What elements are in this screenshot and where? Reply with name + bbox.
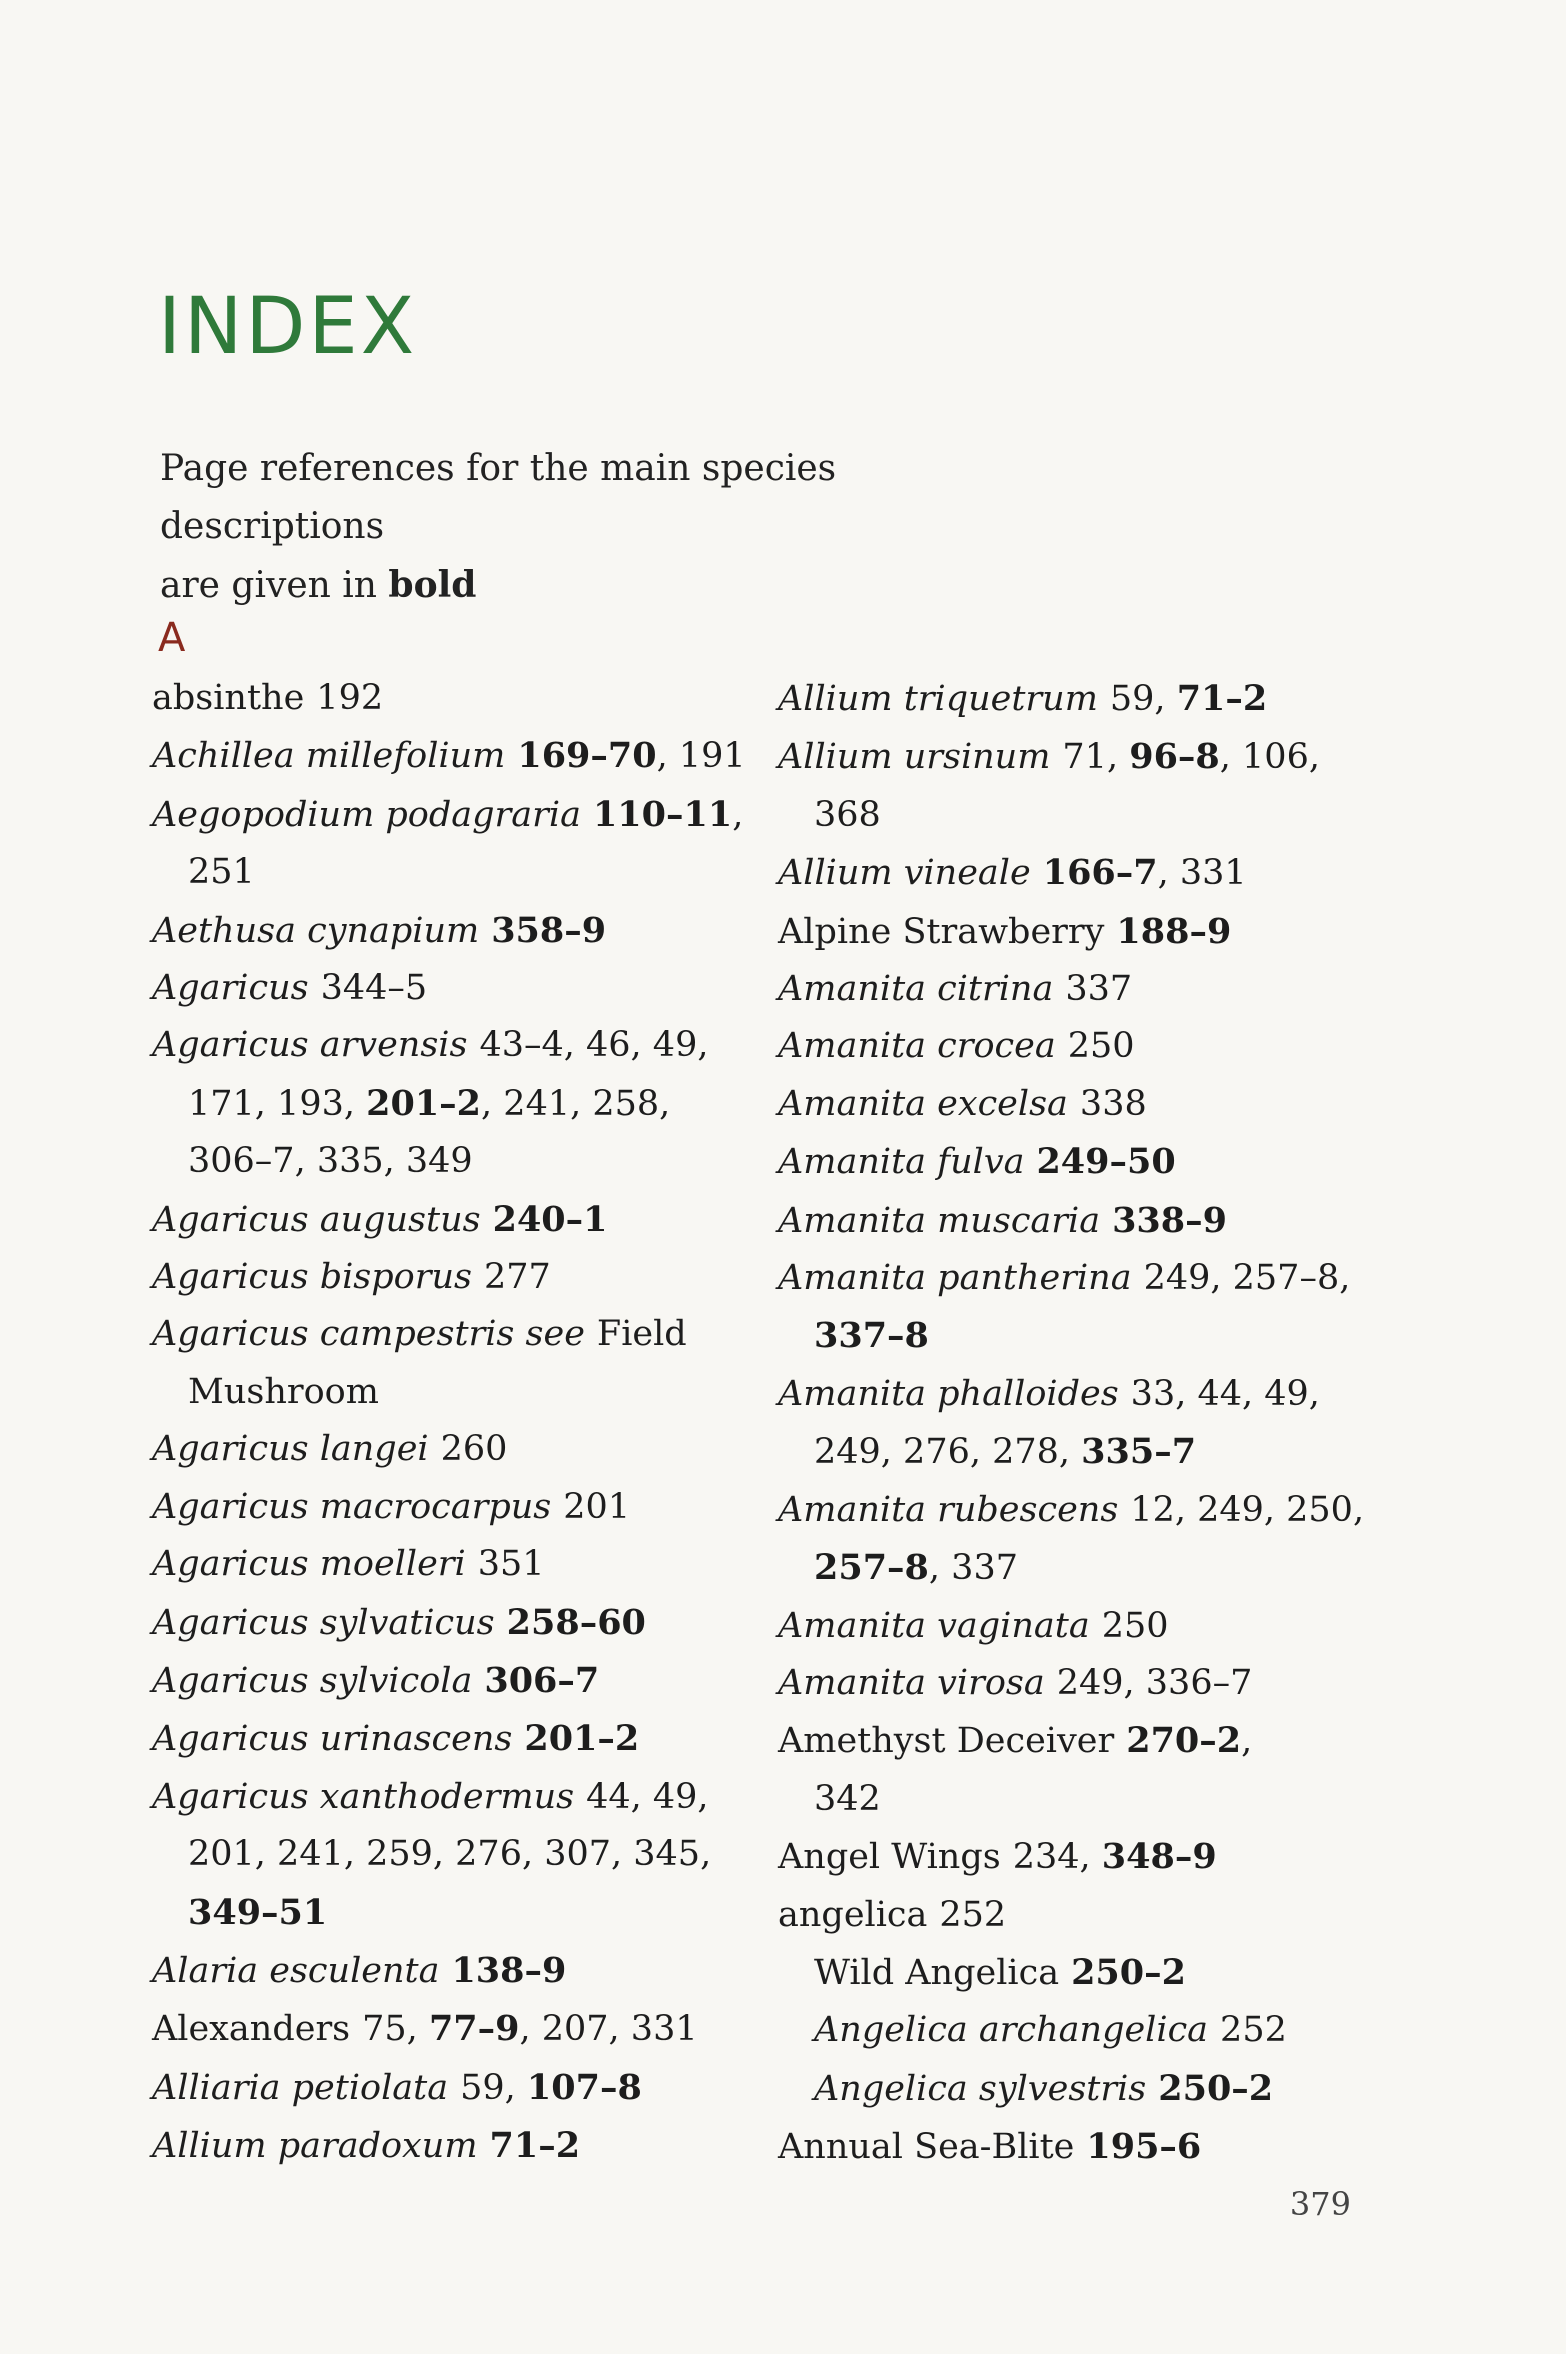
index-term: Agaricus langei [152,1429,429,1470]
main-page-reference: 166–7 [1042,852,1158,894]
page-references [1220,2010,1287,2050]
page-reference: 251 [188,852,255,893]
index-entry-continuation [152,844,762,901]
index-entry [152,2059,762,2117]
page-references [490,2126,581,2166]
index-entry [152,902,762,960]
page-reference: 250 [1101,1605,1169,1646]
section-letter: A [158,615,186,661]
page-references [563,1487,630,1527]
page-reference: 277 [483,1257,551,1298]
page-reference: , 337 [928,1548,1018,1589]
index-entry [778,670,1418,728]
index-entry-continuation [152,1826,762,1883]
page-reference: 12, 249, 250, [1130,1489,1365,1530]
page-reference: 260 [440,1429,508,1470]
index-term: Amanita pantherina [778,1258,1132,1299]
index-entry [778,1018,1418,1075]
main-page-reference: 107–8 [526,2066,642,2108]
page-references [362,2009,697,2049]
index-term: Angelica sylvestris [814,2068,1147,2109]
page-reference: 59, [1109,679,1177,719]
index-term: Amanita crocea [778,1026,1056,1067]
page-references [188,1834,711,1874]
index-entry-continuation [152,1075,762,1133]
main-page-reference: 335–7 [1081,1431,1197,1473]
page-reference: 252 [1220,2010,1287,2051]
page-references [493,1200,608,1240]
index-entry [778,1192,1418,1250]
index-entry [152,960,762,1017]
index-term: Agaricus campestris see [152,1314,585,1355]
index-column-left [152,670,762,2176]
page-reference: Field [596,1314,687,1355]
index-term: Wild Angelica [814,1952,1060,1993]
index-term: Allium ursinum [778,737,1051,778]
index-term: Agaricus augustus [152,1199,481,1240]
main-page-reference: 110–11 [592,793,733,835]
main-page-reference: 71–2 [1176,678,1268,719]
page-references [517,736,745,776]
index-entry [778,1887,1418,1944]
page-references [1116,912,1231,952]
main-page-reference: 306–7 [484,1659,600,1701]
main-page-reference: 249–50 [1036,1141,1176,1183]
main-page-reference: 337–8 [814,1315,929,1357]
index-term: Amanita virosa [778,1662,1045,1703]
main-page-reference: 96–8 [1129,736,1220,778]
index-entry [778,903,1418,961]
page-references [484,1661,599,1701]
index-entry [152,1594,762,1652]
page-references [1068,1026,1135,1066]
page-references [597,1314,687,1354]
page-number: 379 [1289,2185,1351,2223]
page-references [1080,1084,1147,1124]
page-references [491,911,606,951]
page-reference: 33, 44, 49, [1130,1373,1320,1414]
index-entry [778,1076,1418,1133]
index-entry [152,1942,762,2000]
page-reference: 338 [1079,1083,1147,1124]
index-entry-continuation [152,1884,762,1942]
page-reference: 351 [477,1544,545,1585]
index-column-right [778,670,1418,2177]
page-references [1057,1663,1253,1703]
page-reference: 43–4, 46, 49, [479,1025,709,1066]
page-references [484,1257,551,1297]
page-references [1131,1374,1320,1414]
index-subentry [778,2060,1418,2118]
index-term: Allium triquetrum [778,679,1098,719]
page-references [441,1429,508,1469]
main-page-reference: 348–9 [1101,1836,1217,1878]
page-reference: , 191 [656,736,746,777]
index-term: Alliaria petiolata [152,2067,449,2108]
page-references [593,795,743,835]
index-entry-continuation [778,1539,1418,1597]
page-references [1013,1837,1217,1877]
index-term: Allium vineale [778,853,1031,894]
main-page-reference: 138–9 [451,1949,567,1991]
index-term: Agaricus moelleri [152,1544,466,1585]
page-references [188,1084,670,1124]
main-page-reference: 77–9 [428,2008,520,2050]
index-entry-continuation [778,1307,1418,1365]
index-entry [152,670,762,727]
main-page-reference: 250–2 [1158,2067,1274,2109]
page-references [1130,1490,1364,1530]
intro-bold-word: bold [388,564,477,606]
page-references [316,678,383,718]
page-references [814,1432,1196,1472]
page-title: INDEX [158,282,418,372]
main-page-reference: 338–9 [1112,1199,1227,1241]
index-term: Allium paradoxum [152,2126,478,2167]
index-term: Alexanders [152,2009,351,2050]
index-term: Amanita phalloides [778,1373,1119,1414]
index-entry [778,2118,1418,2176]
page-reference: 71, [1062,737,1130,778]
page-references [1144,1258,1351,1298]
index-term: Annual Sea-Blite [778,2127,1075,2168]
page-reference: 201, 241, 259, 276, 307, 345, [188,1834,712,1875]
index-term: Agaricus macrocarpus [152,1486,552,1527]
page-reference: 368 [814,794,881,835]
index-term: Achillea millefolium [152,736,506,777]
index-entry [152,1479,762,1536]
page-reference: 75, [362,2009,429,2050]
index-entry [152,1017,762,1074]
index-entry [152,1710,762,1768]
page-references [1086,2127,1201,2167]
index-entry [152,1536,762,1593]
page-reference: , [1241,1721,1253,1762]
page-references [814,795,881,835]
index-entry [152,1769,762,1826]
index-term: Amanita rubescens [778,1489,1119,1530]
index-term: Aethusa cynapium [152,910,480,951]
page-references [507,1603,646,1643]
main-page-reference: 270–2 [1126,1720,1242,1762]
index-entry [152,1652,762,1710]
page-reference: , 241, 258, [481,1083,671,1124]
index-entry [778,1482,1418,1539]
index-entry [778,728,1418,786]
index-term: Amanita muscaria [778,1200,1101,1241]
page-reference: 342 [814,1778,881,1819]
page-reference: 234, [1012,1837,1102,1878]
index-term: Agaricus [152,968,309,1009]
page-references [1062,737,1320,777]
page-references [1036,1142,1175,1182]
index-term: Amanita fulva [778,1142,1025,1183]
main-page-reference: 195–6 [1086,2126,1202,2168]
index-term: Angelica archangelica [814,2010,1209,2051]
index-term: Amanita vaginata [778,1605,1090,1646]
index-entry [152,2117,762,2175]
index-term: Angel Wings [778,1837,1001,1878]
page-references [814,1548,1018,1588]
page-reference: 252 [939,1894,1007,1935]
index-entry [778,1598,1418,1655]
page-reference: 201 [563,1486,631,1527]
index-term: Agaricus sylvaticus [152,1602,495,1643]
index-entry [778,1712,1418,1770]
page-reference: 344–5 [320,968,428,1009]
main-page-reference: 188–9 [1116,910,1232,952]
page-references [478,1544,545,1584]
index-term: Amethyst Deceiver [778,1721,1115,1762]
index-entry [778,961,1418,1018]
page-reference: 337 [1065,969,1133,1010]
main-page-reference: 349–51 [188,1891,328,1933]
page-references [1158,2069,1273,2109]
page-references [586,1777,708,1817]
main-page-reference: 201–2 [366,1082,482,1124]
main-page-reference: 250–2 [1071,1951,1186,1993]
page-references [321,968,428,1008]
page-reference: 306–7, 335, 349 [188,1141,473,1182]
page-reference: 171, 193, [188,1083,367,1124]
page-references [1112,1201,1227,1241]
index-term: Agaricus arvensis [152,1025,468,1066]
index-term: Alpine Strawberry [778,911,1105,952]
main-page-reference: 257–8 [814,1547,929,1589]
page-reference: 44, 49, [586,1776,709,1817]
index-term: angelica [778,1894,928,1935]
index-entry [152,1306,762,1363]
page-reference: 250 [1067,1026,1135,1067]
index-entry [778,1133,1418,1191]
page-references [188,1372,379,1412]
page-references [939,1895,1006,1935]
index-term: Aegopodium podagraria [152,794,581,835]
page-reference: , 207, 331 [519,2009,698,2050]
page-reference: 249, 257–8, [1143,1258,1351,1299]
index-term: Amanita excelsa [778,1083,1068,1124]
page-reference: 249, 336–7 [1056,1662,1253,1703]
index-entry-continuation [152,1133,762,1190]
page-reference: 192 [316,678,384,718]
index-entry [778,844,1418,902]
page-references [479,1025,708,1065]
page-references [814,1316,929,1356]
index-entry-continuation [778,1771,1418,1828]
page-references [1043,853,1247,893]
intro-line-1: Page references for the main species descriptions [160,448,837,547]
index-entry [152,727,762,785]
page-reference: , 106, [1219,737,1320,778]
index-entry [152,2000,762,2058]
page-references [1071,1953,1186,1993]
main-page-reference: 201–2 [524,1718,640,1760]
index-term: Agaricus sylvicola [152,1660,473,1701]
page-references [188,1141,473,1181]
page-references [451,1951,566,1991]
page-reference: 249, 276, 278, [814,1432,1082,1473]
page-references [524,1719,639,1759]
index-subentry [778,2002,1418,2059]
index-entry [152,1421,762,1478]
index-subentry [778,1944,1418,2002]
intro-note [160,440,1060,615]
index-entry [778,1655,1418,1712]
index-entry [152,1191,762,1249]
page-references [814,1779,881,1819]
index-entry [778,1250,1418,1307]
index-entry-continuation [778,787,1418,844]
index-term: Agaricus bisporus [152,1257,472,1298]
index-entry [152,1249,762,1306]
index-entry-continuation [778,1423,1418,1481]
index-entry-continuation [152,1364,762,1421]
main-page-reference: 71–2 [489,2125,581,2167]
page-references [1110,679,1267,719]
index-term: Agaricus urinascens [152,1719,513,1760]
index-term: absinthe [152,678,305,718]
index-term: Agaricus xanthodermus [152,1776,575,1817]
page-references [460,2068,642,2108]
page-reference: , [732,794,744,835]
page-references [1126,1721,1252,1761]
index-term: Alaria esculenta [152,1950,440,1991]
main-page-reference: 258–60 [506,1601,646,1643]
page-reference: Mushroom [188,1371,379,1412]
intro-line-2 [160,556,1060,615]
page-references [188,1893,327,1933]
page-references [1102,1606,1169,1646]
main-page-reference: 169–70 [517,735,657,777]
index-entry [778,1828,1418,1886]
page-references [1065,969,1132,1009]
index-term: Amanita citrina [778,969,1054,1010]
main-page-reference: 240–1 [492,1198,608,1240]
index-entry [152,786,762,844]
page-reference: 59, [460,2067,527,2108]
index-entry [778,1366,1418,1423]
intro-line-2-text: are given in [160,565,389,606]
main-page-reference: 358–9 [491,909,607,951]
page-references [188,852,255,892]
page-reference: , 331 [1157,853,1247,894]
